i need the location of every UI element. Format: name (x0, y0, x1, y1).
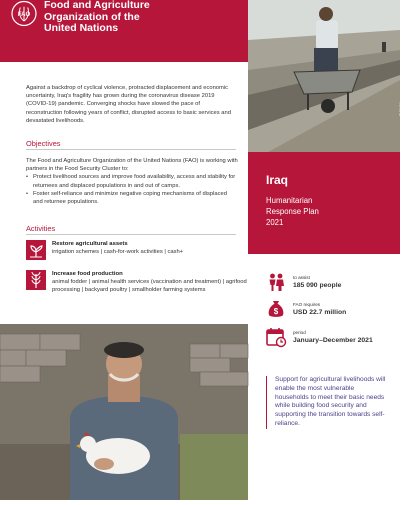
wheat-icon (26, 270, 46, 290)
activity-description: animal fodder | animal health services (vaccination and treatment) | agrifood processing | backyard poultry | smallholder farming systems (52, 279, 247, 294)
stat-label: period (293, 330, 306, 335)
people-icon (266, 272, 286, 292)
stat-value: January–December 2021 (293, 337, 373, 344)
photo-farmer-wheelbarrow (248, 0, 403, 152)
intro-paragraph: Against a backdrop of cyclical violence, protracted displacement and economic uncertainty, Iraq's fragility has grown during the coronavirus disease 2019 (COVID-19) pandemic. Converging shocks have slowed the pace of reconstruction following years of conflict, disrupted access to basic services and devastated livelihoods. (26, 85, 231, 124)
activities-heading: Activities (26, 224, 56, 233)
objective-item: • Protect livelihood sources and improve food availability, access and stability for returnees and displaced populations in and out of camps. (26, 173, 238, 189)
objectives-list (26, 173, 238, 206)
calendar-icon (266, 327, 286, 347)
photo-scene (0, 324, 248, 500)
activities-divider (26, 234, 236, 235)
org-name (44, 0, 244, 35)
activity-title: Restore agricultural assets (52, 241, 128, 247)
activity-body (52, 240, 248, 256)
activity-body (52, 270, 248, 294)
stat-label: to assist (293, 275, 310, 280)
plan-title-line-1: Humanitarian (266, 196, 313, 205)
photo-farmer-chicken (0, 324, 248, 500)
svg-text:FAO: FAO (17, 11, 31, 18)
pull-quote: Support for agricultural livelihoods will enable the most vulnerable households to meet their basic needs while building food security and supporting the transition towards self-reliance. (266, 376, 386, 429)
stat-label: FAO requires (293, 302, 321, 307)
country-name: Iraq (266, 173, 289, 187)
activity-title: Increase food production (52, 271, 123, 277)
stat-value: USD 22.7 million (293, 309, 347, 316)
plan-title-line-2: Response Plan (266, 207, 319, 216)
objectives-divider (26, 149, 236, 150)
activity-description: irrigation schemes | cash-for-work activities | cash+ (52, 249, 184, 255)
svg-text:$: $ (273, 307, 279, 316)
org-name-line-1: Food and Agriculture (44, 0, 150, 11)
fao-logo-icon (9, 0, 39, 30)
org-name-line-3: United Nations (44, 22, 119, 34)
org-name-line-2: Organization of the (44, 10, 140, 23)
objectives-lead: The Food and Agriculture Organization of the United Nations (FAO) is working with partners in the Food Security Cluster to: (26, 158, 238, 173)
plan-title (266, 195, 386, 228)
objectives-body (26, 157, 238, 206)
plan-title-box (248, 152, 400, 254)
money-bag-icon (266, 299, 286, 319)
header-banner (0, 0, 248, 62)
plan-title-line-3: 2021 (266, 218, 284, 227)
stat-value: 185 090 people (293, 282, 342, 289)
plant-growth-icon (26, 240, 46, 260)
objectives-heading: Objectives (26, 139, 61, 148)
photo-credit: © FAO/Iraq (398, 96, 403, 117)
photo-scene (248, 0, 400, 152)
objective-item: • Foster self-reliance and minimize negative coping mechanisms of displaced and returnee populations. (26, 190, 238, 206)
